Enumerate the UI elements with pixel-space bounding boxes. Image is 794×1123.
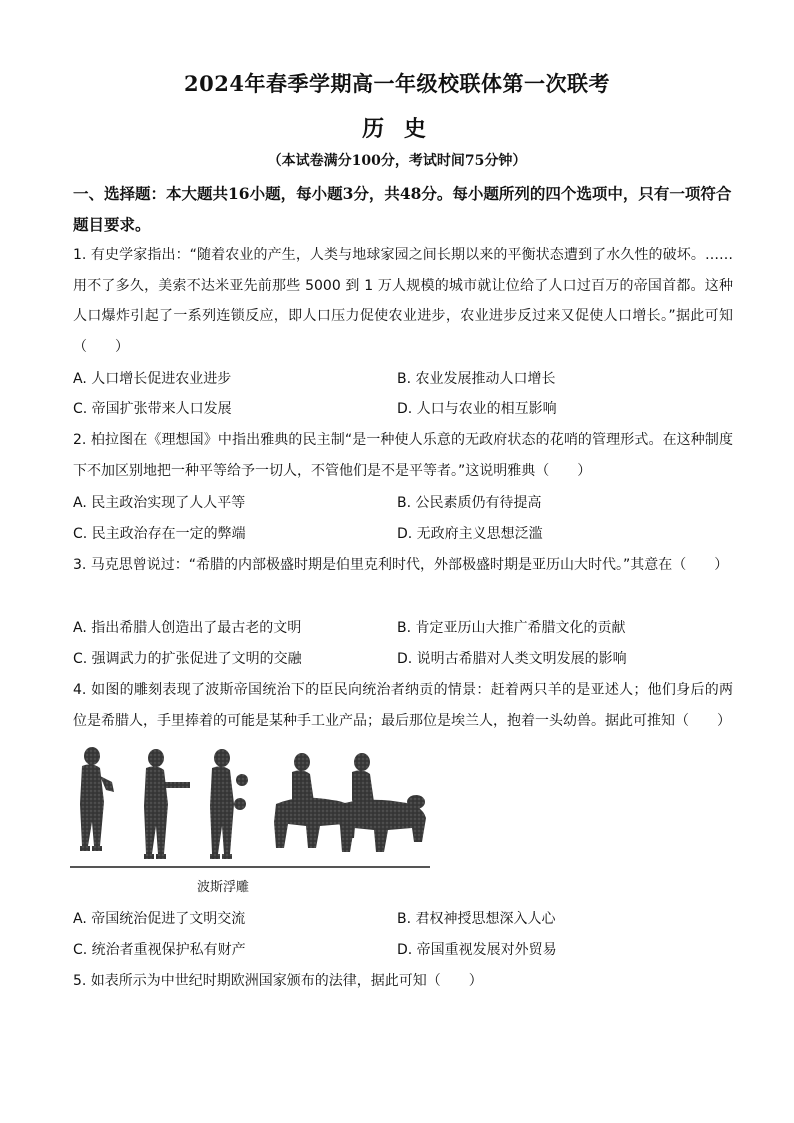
question-3-stem: 3. 马克思曾说过：“希腊的内部极盛时期是伯里克利时代，外部极盛时期是亚历山大时代。”其意在（ ） <box>73 557 729 573</box>
question-1-stem: 1. 有史学家指出：“随着农业的产生，人类与地球家园之间长期以来的平衡状态遭到了水久性的破坏。……用不了多久，美索不达米亚先前那些 5000 到 1 万人规模的城市就让位给了人口过百万的帝国首都。这种人口爆炸引起了一系列连锁反应，即人口压力促使农业进步，农业进步反过来又促使人口增长。”据此可知（ ） <box>73 247 733 355</box>
question-4-option-d: D. 帝国重视发展对外贸易 <box>397 942 557 958</box>
relief-figure-1 <box>80 747 114 851</box>
question-1-option-d: D. 人口与农业的相互影响 <box>397 401 557 417</box>
question-4-option-c: C. 统治者重视保护私有财产 <box>73 942 246 958</box>
question-2-option-a: A. 民主政治实现了人人平等 <box>73 495 246 511</box>
question-1-option-c: C. 帝国扩张带来人口发展 <box>73 401 232 417</box>
section-heading: 一、选择题：本大题共16小题，每小题3分，共48分。每小题所列的四个选项中，只有一项符合题目要求。 <box>73 184 732 234</box>
question-2-option-c: C. 民主政治存在一定的弊端 <box>73 526 246 542</box>
question-4-option-b: B. 君权神授思想深入人心 <box>397 911 556 927</box>
persian-relief-image <box>70 742 430 872</box>
relief-figure-3 <box>210 749 248 859</box>
question-2-stem: 2. 柏拉图在《理想国》中指出雅典的民主制“是一种使人乐意的无政府状态的花哨的管理形式。在这种制度下不加区别地把一种平等给予一切人，不管他们是不是平等者。”这说明雅典（ ） <box>73 432 733 479</box>
exam-title: 2024年春季学期高一年级校联体第一次联考 <box>184 71 610 96</box>
exam-note: （本试卷满分100分，考试时间75分钟） <box>267 153 527 169</box>
question-3-option-a: A. 指出希腊人创造出了最古老的文明 <box>73 620 302 636</box>
question-5-stem: 5. 如表所示为中世纪时期欧洲国家颁布的法律，据此可知（ ） <box>73 973 483 989</box>
relief-figure-2 <box>144 749 190 859</box>
relief-figure-5 <box>334 753 426 852</box>
question-4-option-a: A. 帝国统治促进了文明交流 <box>73 911 246 927</box>
question-1-option-a: A. 人口增长促进农业进步 <box>73 371 232 387</box>
question-3-option-b: B. 肯定亚历山大推广希腊文化的贡献 <box>397 620 626 636</box>
subject-title: 历 史 <box>362 116 432 142</box>
question-3-option-d: D. 说明古希腊对人类文明发展的影响 <box>397 651 627 667</box>
question-1-option-b: B. 农业发展推动人口增长 <box>397 371 556 387</box>
question-3-option-c: C. 强调武力的扩张促进了文明的交融 <box>73 651 302 667</box>
relief-caption: 波斯浮雕 <box>197 880 250 895</box>
question-2-option-d: D. 无政府主义思想泛滥 <box>397 526 543 542</box>
question-4-stem: 4. 如图的雕刻表现了波斯帝国统治下的臣民向统治者纳贡的情景：赶着两只羊的是亚述人；他们身后的两位是希腊人，手里捧着的可能是某种手工业产品；最后那位是埃兰人，抱着一头幼兽。据此可推知（ ） <box>73 682 733 729</box>
question-2-option-b: B. 公民素质仍有待提高 <box>397 495 542 511</box>
